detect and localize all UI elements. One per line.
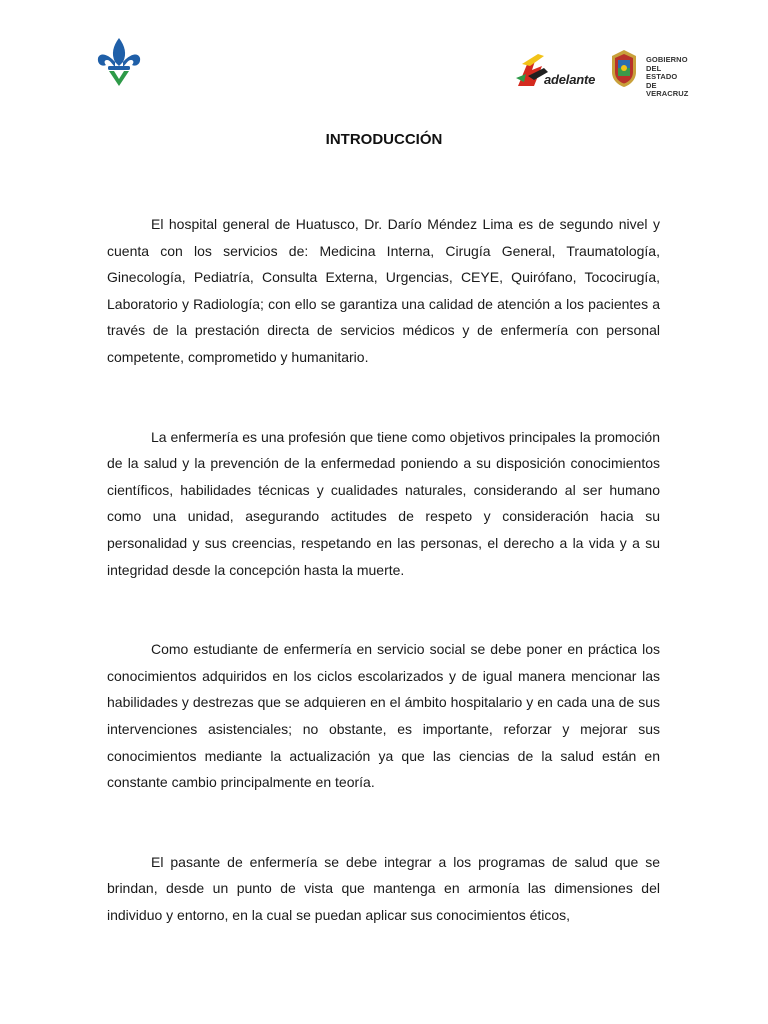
university-logo-icon xyxy=(96,36,142,88)
gov-line-3: DE VERACRUZ xyxy=(646,80,689,98)
page-header xyxy=(0,0,768,100)
government-logos xyxy=(514,48,694,98)
veracruz-seal-icon xyxy=(608,48,640,88)
document-body xyxy=(107,211,660,929)
gov-line-1: GOBIERNO xyxy=(646,55,688,64)
government-text xyxy=(646,56,694,99)
paragraph: El hospital general de Huatusco, Dr. Darío Méndez Lima es de segundo nivel y cuenta con los servicios de: Medicina Interna, Cirugía General, Traumatología, Ginecología, Pediatría, Consulta Externa, Urgencias, CEYE, Quirófano, Tococirugía, Laboratorio y Radiología; con ello se garantiza una calidad de atención a los pacientes a través de la prestación directa de servicios médicos y de enfermería con personal competente, comprometido y humanitario. xyxy=(107,216,660,365)
paragraph: La enfermería es una profesión que tiene como objetivos principales la promoción de la salud y la prevención de la enfermedad poniendo a su disposición conocimientos científicos, habilidades técnicas y cualidades naturales, considerando al ser humano como una unidad, asegurando actitudes de respeto y consideración hacia su personalidad y sus creencias, respetando en las personas, el derecho a la vida y a su integridad desde la concepción hasta la muerte. xyxy=(107,428,660,578)
adelante-logo xyxy=(514,48,600,90)
paragraph: El pasante de enfermería se debe integrar a los programas de salud que se brindan, desde un punto de vista que mantenga en armonía las dimensiones del individuo y entorno, en la cual se puedan aplicar sus conocimientos éticos, xyxy=(107,853,660,923)
page-title: INTRODUCCIÓN xyxy=(325,131,443,148)
paragraph: Como estudiante de enfermería en servicio social se debe poner en práctica los conocimientos adquiridos en los ciclos escolarizados y de igual manera mencionar las habilidades y destrezas que se adquieren en el ámbito hospitalario y en cada una de sus intervenciones asistenciales; no obstante, es importante, reforzar y mejorar sus conocimientos mediante la actualización ya que las ciencias de la salud están en constante cambio principalmente en teoría. xyxy=(107,641,660,791)
adelante-wordmark: adelante xyxy=(544,72,596,87)
gov-line-2: DEL ESTADO xyxy=(646,63,678,81)
